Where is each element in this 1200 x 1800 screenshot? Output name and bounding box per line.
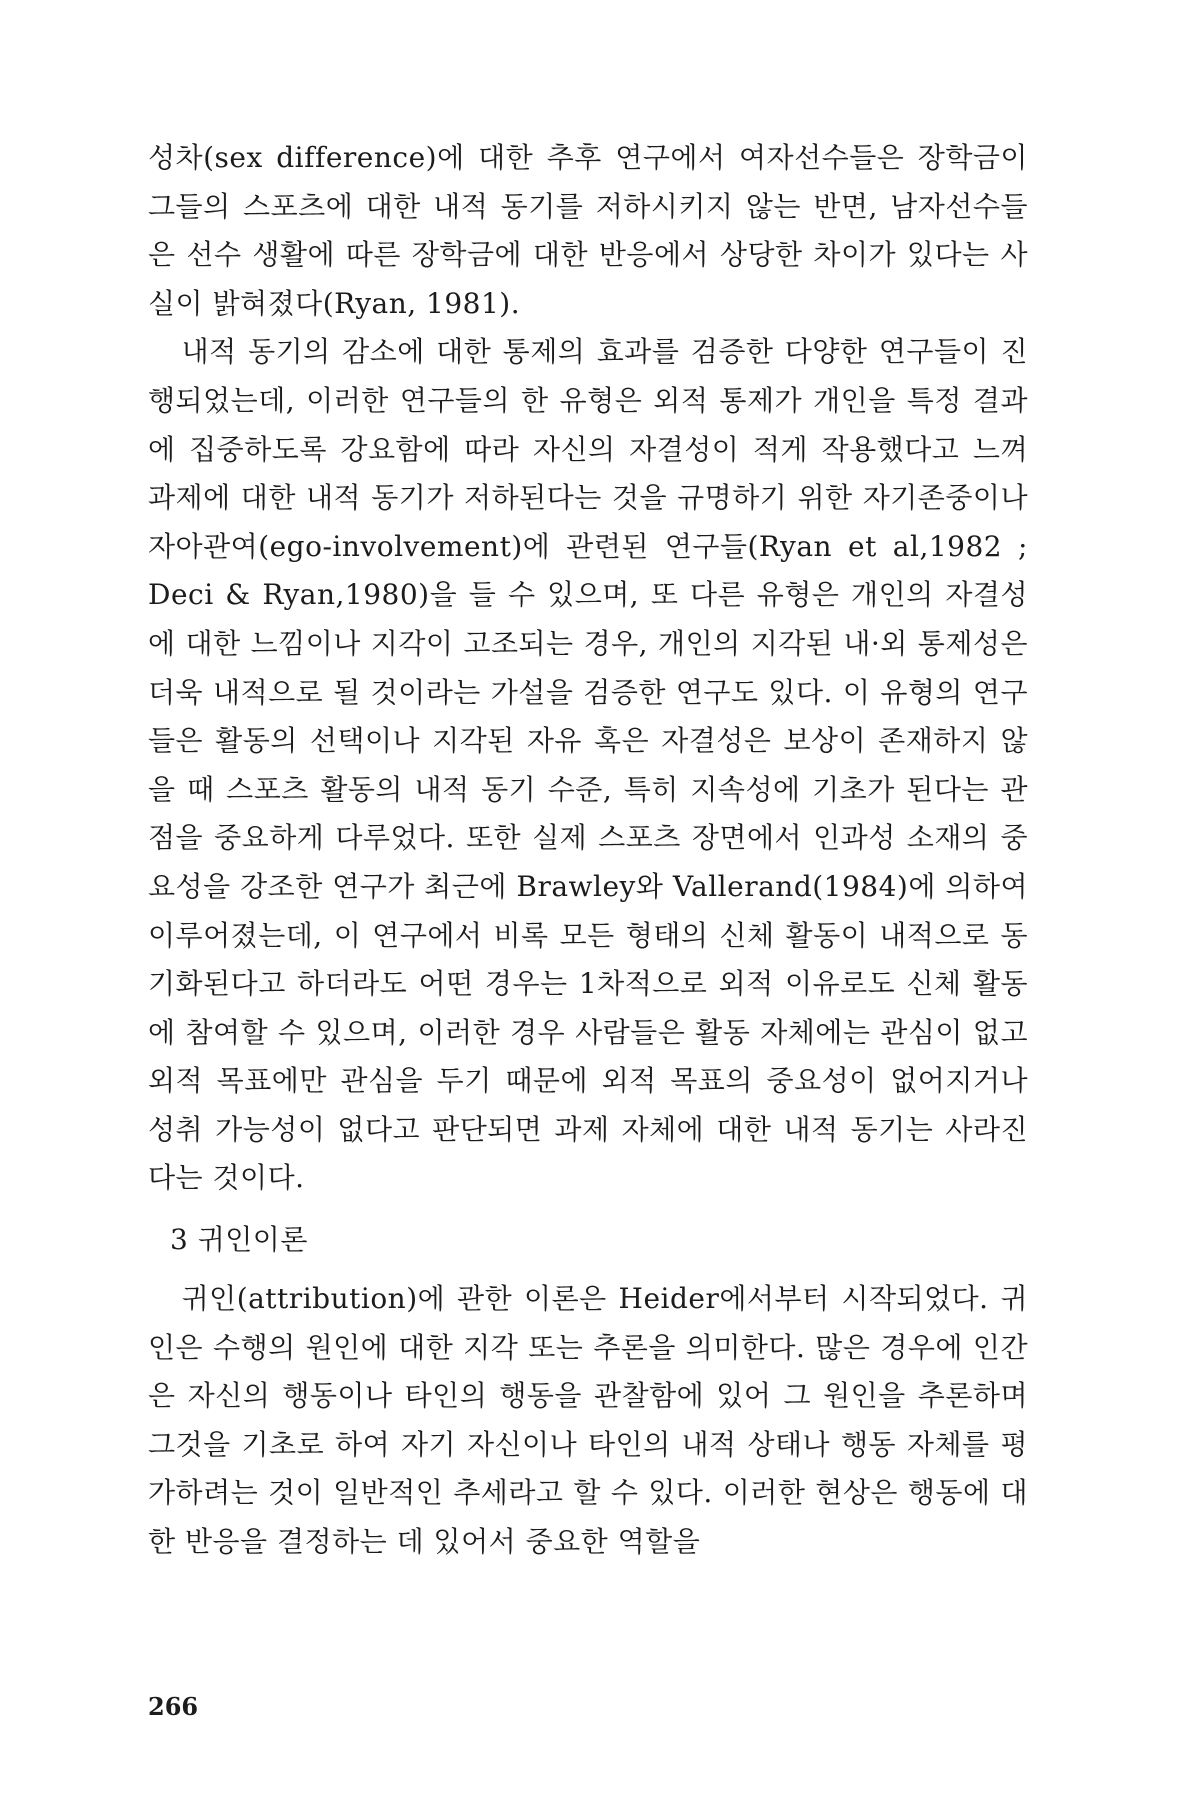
paragraph-intrinsic-motivation: 내적 동기의 감소에 대한 통제의 효과를 검증한 다양한 연구들이 진행되었는데, 이러한 연구들의 한 유형은 외적 통제가 개인을 특정 결과에 집중하도록 강요함에 따라 자신의 자결성이 적게 작용했다고 느껴 과제에 대한 내적 동기가 저하된다는 것을 규명하기 위한 자기존중이나 자아관여(ego-involvement)에 관련된 연구들(Ryan et al,1982 ; Deci & Ryan,1980)을 들 수 있으며, 또 다른 유형은 개인의 자결성에 대한 느낌이나 지각이 고조되는 경우, 개인의 지각된 내·외 통제성은 더욱 내적으로 될 것이라는 가설을 검증한 연구도 있다. 이 유형의 연구들은 활동의 선택이나 지각된 자유 혹은 자결성은 보상이 존재하지 않을 때 스포츠 활동의 내적 동기 수준, 특히 지속성에 기초가 된다는 관점을 중요하게 다루었다. 또한 실제 스포츠 장면에서 인과성 소재의 중요성을 강조한 연구가 최근에 Brawley와 Vallerand(1984)에 의하여 이루어졌는데, 이 연구에서 비록 모든 형태의 신체 활동이 내적으로 동기화된다고 하더라도 어떤 경우는 1차적으로 외적 이유로도 신체 활동에 참여할 수 있으며, 이러한 경우 사람들은 활동 자체에는 관심이 없고 외적 목표에만 관심을 두기 때문에 외적 목표의 중요성이 없어지거나 성취 가능성이 없다고 판단되면 과제 자체에 대한 내적 동기는 사라진다는 것이다.: [148, 335, 1028, 1195]
page-number: 266: [148, 1692, 199, 1721]
body-text-upper: [148, 134, 1028, 1203]
section-heading-attribution-theory: 3 귀인이론: [170, 1223, 308, 1256]
body-text-lower: [148, 1275, 1028, 1567]
paragraph-sex-difference: 성차(sex difference)에 대한 추후 연구에서 여자선수들은 장학금이 그들의 스포츠에 대한 내적 동기를 저하시키지 않는 반면, 남자선수들은 선수 생활에 따른 장학금에 대한 반응에서 상당한 차이가 있다는 사실이 밝혀졌다(Ryan, 1981).: [148, 141, 1028, 320]
paragraph-attribution: 귀인(attribution)에 관한 이론은 Heider에서부터 시작되었다. 귀인은 수행의 원인에 대한 지각 또는 추론을 의미한다. 많은 경우에 인간은 자신의 행동이나 타인의 행동을 관찰함에 있어 그 원인을 추론하며 그것을 기초로 하여 자기 자신이나 타인의 내적 상태나 행동 자체를 평가하려는 것이 일반적인 추세라고 할 수 있다. 이러한 현상은 행동에 대한 반응을 결정하는 데 있어서 중요한 역할을: [148, 1282, 1028, 1558]
